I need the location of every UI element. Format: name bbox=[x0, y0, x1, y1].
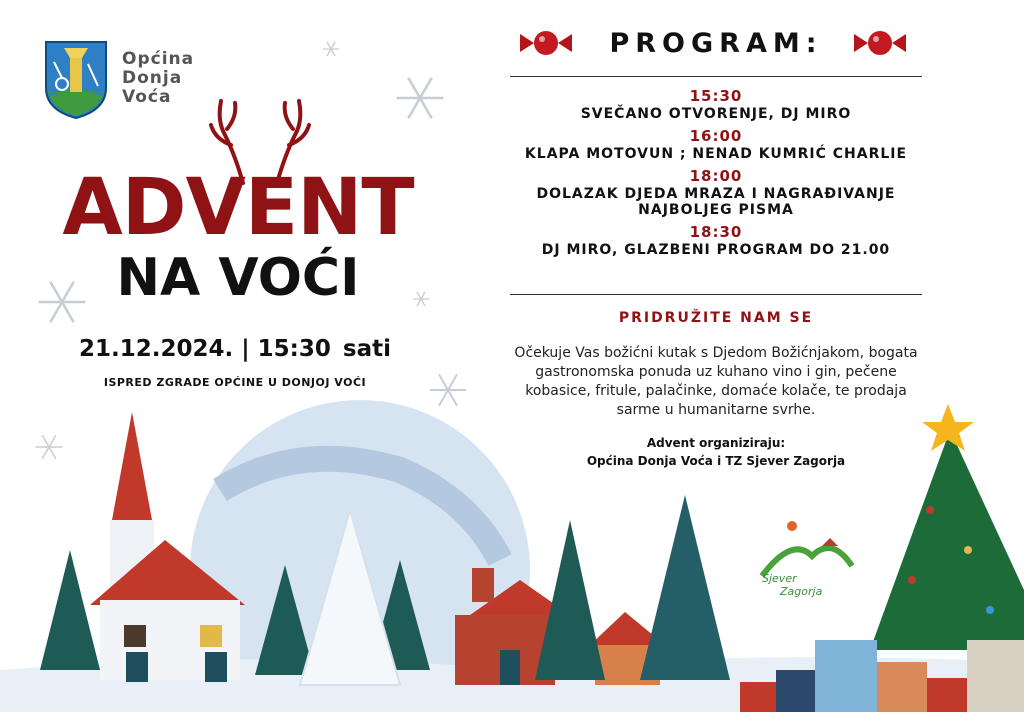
invite-heading: PRIDRUŽITE NAM SE bbox=[618, 310, 814, 326]
date-separator: | bbox=[241, 336, 250, 362]
partner-logo-line2: Zagorja bbox=[780, 585, 823, 598]
organizers-names: Općina Donja Voća i TZ Sjever Zagorja bbox=[586, 454, 846, 468]
winter-village-illustration bbox=[0, 400, 1024, 712]
municipality-name-line1: Općina bbox=[122, 49, 195, 69]
event-subtitle: NA VOĆI bbox=[116, 248, 360, 308]
program-time: 18:30 bbox=[689, 223, 743, 241]
program-divider-bottom bbox=[510, 294, 922, 295]
municipality-name bbox=[122, 50, 194, 107]
event-title: ADVENT bbox=[62, 163, 414, 253]
program-description: KLAPA MOTOVUN ; NENAD KUMRIĆ CHARLIE bbox=[524, 146, 908, 162]
organizers-label: Advent organiziraju: bbox=[646, 436, 786, 450]
event-venue: ISPRED ZGRADE OPĆINE U DONJOJ VOĆI bbox=[103, 376, 367, 389]
candy-icon bbox=[852, 30, 908, 56]
program-time: 15:30 bbox=[689, 87, 743, 105]
event-time: 15:30 bbox=[257, 336, 331, 362]
municipality-name-line2: Donja bbox=[122, 68, 183, 88]
partner-logo-text bbox=[762, 572, 822, 598]
partner-logo-line1: Sjever bbox=[762, 572, 797, 585]
municipality-name-line3: Voća bbox=[122, 87, 172, 107]
snowflake-icon bbox=[322, 40, 340, 58]
municipality-coat-of-arms bbox=[42, 38, 110, 120]
program-description: SVEČANO OTVORENJE, DJ MIRO bbox=[580, 106, 852, 122]
event-time-suffix: sati bbox=[342, 336, 391, 362]
snowflake-icon bbox=[394, 72, 446, 124]
invite-text: Očekuje Vas božićni kutak s Djedom Božićnjakom, bogata gastronomska ponuda uz kuhano vino i gin, pečene kobasice, fritule, palačinke, domaće kolače, te prodaja sarme u humanitarne svrhe. bbox=[514, 345, 918, 418]
program-divider-top bbox=[510, 76, 922, 77]
event-date: 21.12.2024. bbox=[78, 336, 234, 362]
program-heading: PROGRAM: bbox=[609, 28, 823, 59]
program-time: 18:00 bbox=[689, 167, 743, 185]
event-date-time bbox=[40, 336, 430, 362]
program-description: DJ MIRO, GLAZBENI PROGRAM DO 21.00 bbox=[541, 242, 891, 258]
program-description: DOLAZAK DJEDA MRAZA I NAGRAĐIVANJE NAJBOLJEG PISMA bbox=[536, 186, 896, 218]
program-time: 16:00 bbox=[689, 127, 743, 145]
program-list bbox=[510, 84, 922, 262]
